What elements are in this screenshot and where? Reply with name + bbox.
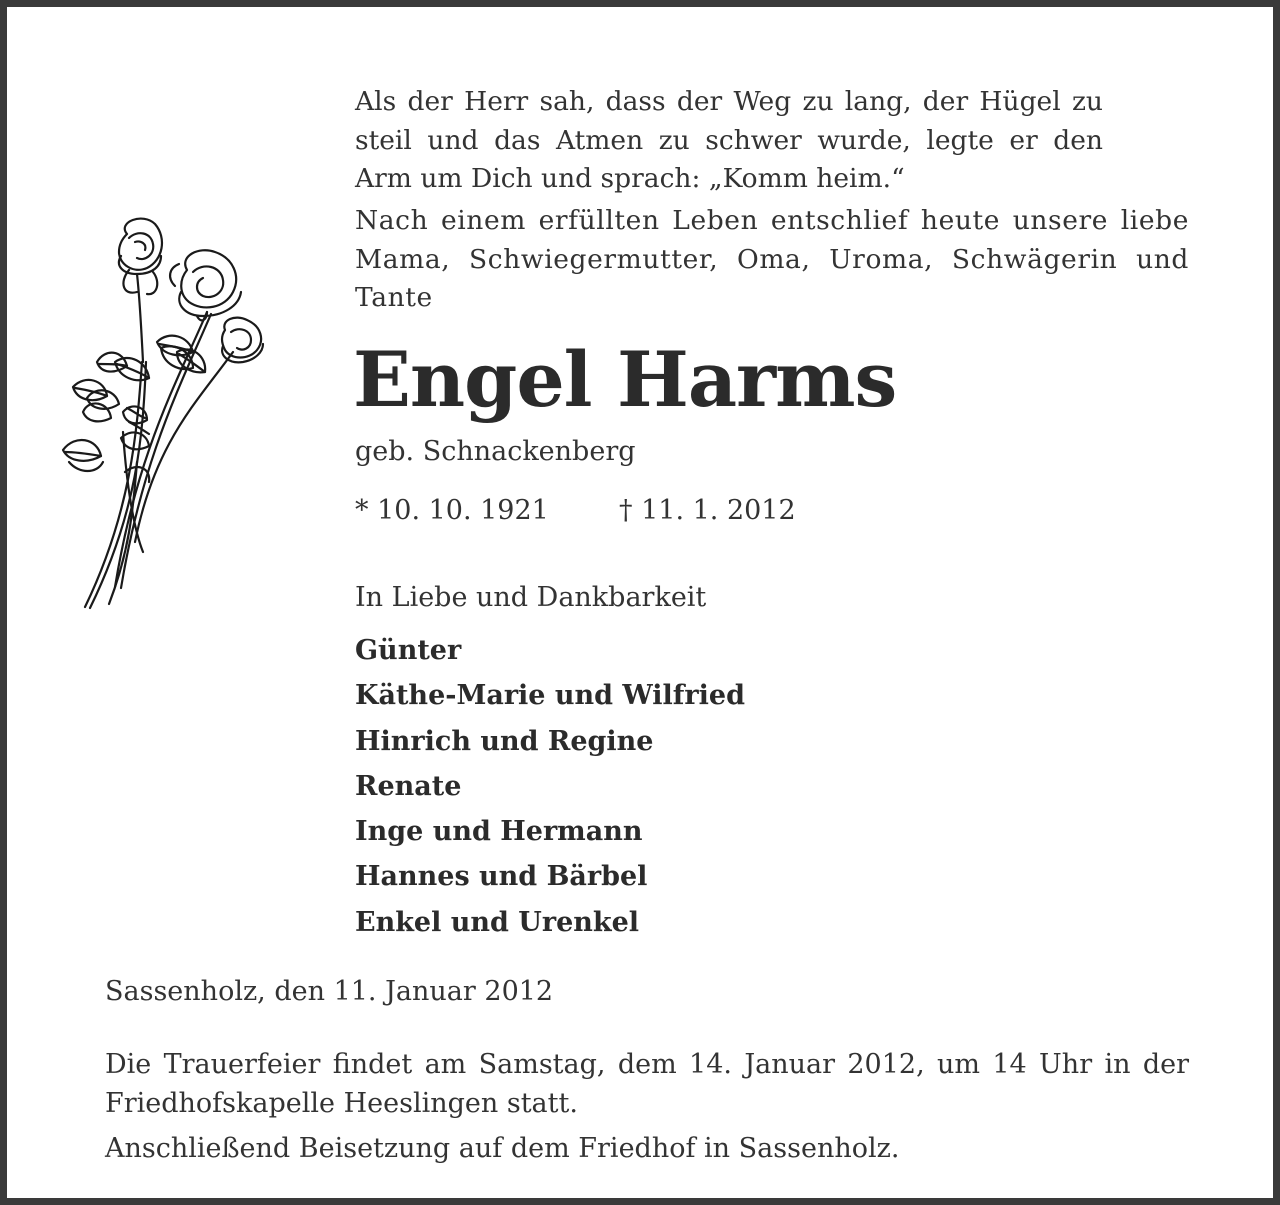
mourners-list [355, 628, 745, 945]
place-date: Sassenholz, den 11. Januar 2012 [105, 976, 554, 1007]
list-item: Enkel und Urenkel [355, 906, 640, 938]
death-date: † 11. 1. 2012 [619, 495, 796, 526]
list-item: Günter [355, 635, 462, 666]
intro-text: Nach einem erfüllten Leben entschlief heute unsere liebe Mama, Schwiegermutter, Oma, Uroma, Schwägerin und Tante [355, 205, 1189, 313]
gratitude-line: In Liebe und Dankbarkeit [355, 582, 707, 613]
funeral-info: Die Trauerfeier findet am Samstag, dem 14. Januar 2012, um 14 Uhr in der Friedhofskapelle Heeslingen statt. [105, 1049, 1189, 1119]
birth-date: * 10. 10. 1921 [355, 495, 549, 526]
life-dates [355, 492, 796, 530]
burial-info: Anschließend Beisetzung auf dem Friedhof in Sassenholz. [105, 1133, 900, 1164]
list-item: Käthe-Marie und Wilfried [355, 680, 745, 712]
list-item: Renate [355, 770, 462, 802]
list-item: Hannes und Bärbel [355, 861, 648, 893]
birth-name: geb. Schnackenberg [355, 436, 636, 467]
deceased-name: Engel Harms [353, 335, 897, 424]
list-item: Inge und Hermann [355, 816, 643, 848]
roses-illustration-icon [57, 212, 272, 617]
poem-text: Als der Herr sah, dass der Weg zu lang, der Hügel zu steil und das Atmen zu schwer wurde, legte er den Arm um Dich und sprach: „Komm heim.“ [355, 86, 1103, 194]
list-item: Hinrich und Regine [355, 725, 654, 757]
